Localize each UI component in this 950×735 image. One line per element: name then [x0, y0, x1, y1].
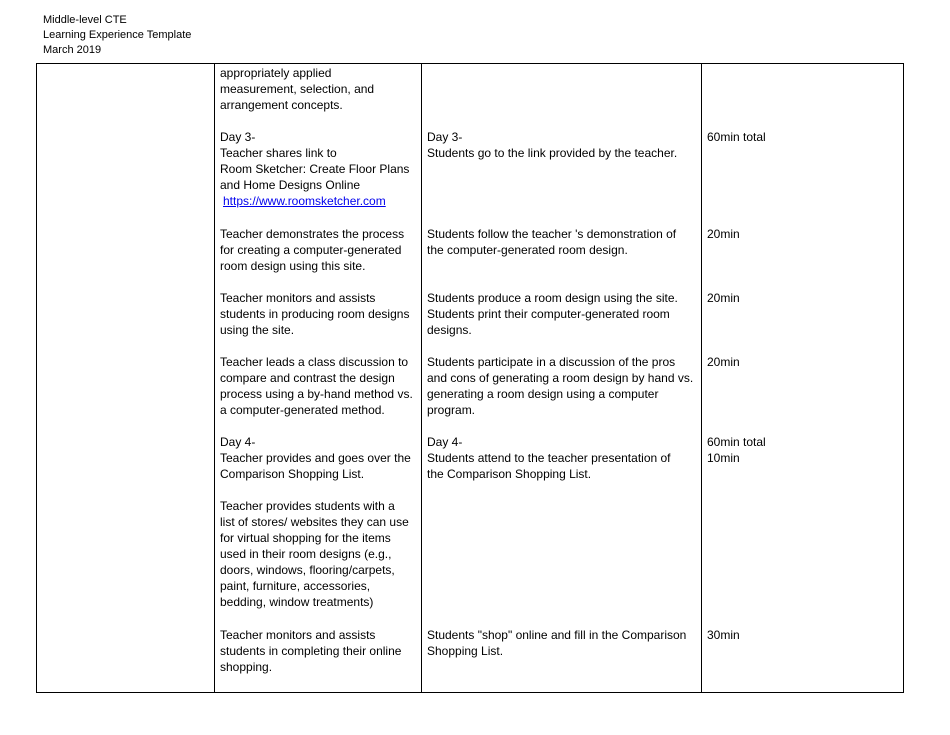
teacher-line: for creating a computer-generated [220, 243, 402, 257]
students-line: the computer-generated room design. [427, 243, 628, 257]
teacher-line: students in producing room designs [220, 307, 410, 321]
students-line: Students participate in a discussion of the pros [427, 355, 676, 369]
header-template-title: Learning Experience Template [43, 29, 192, 41]
teacher-line: students in completing their online [220, 644, 402, 658]
teacher-line: Teacher provides and goes over the [220, 451, 411, 465]
teacher-line: Comparison Shopping List. [220, 467, 365, 481]
teacher-line: process using a by-hand method vs. [220, 387, 413, 401]
students-line: Day 3- [427, 130, 463, 144]
teacher-cell [220, 354, 413, 418]
time-line: 30min [707, 628, 740, 642]
column-divider [214, 64, 215, 692]
teacher-line: Teacher leads a class discussion to [220, 355, 409, 369]
students-cell [427, 627, 686, 659]
teacher-cell [220, 434, 411, 482]
teacher-line: measurement, selection, and [220, 82, 375, 96]
teacher-line: used in their room designs (e.g., [220, 547, 392, 561]
time-cell [707, 627, 740, 643]
teacher-line: doors, windows, flooring/carpets, [220, 563, 395, 577]
teacher-line: list of stores/ websites they can use [220, 515, 409, 529]
teacher-line: appropriately applied [220, 66, 332, 80]
teacher-line: Day 4- [220, 435, 256, 449]
teacher-line: Teacher demonstrates the process [220, 227, 405, 241]
time-line: 20min [707, 355, 740, 369]
roomsketcher-link[interactable]: https://www.roomsketcher.com [223, 194, 386, 208]
teacher-cell [220, 129, 409, 209]
teacher-line: using the site. [220, 323, 295, 337]
teacher-line: Teacher shares link to [220, 146, 337, 160]
header-date: March 2019 [43, 44, 102, 56]
teacher-line: Room Sketcher: Create Floor Plans [220, 162, 410, 176]
students-line: Students produce a room design using the site. [427, 291, 678, 305]
teacher-cell [220, 627, 401, 675]
students-line: Day 4- [427, 435, 463, 449]
teacher-cell [220, 65, 374, 113]
students-line: Students print their computer-generated room [427, 307, 670, 321]
lesson-table [36, 63, 904, 693]
time-line: 20min [707, 227, 740, 241]
teacher-line: Teacher monitors and assists [220, 291, 376, 305]
students-cell [427, 434, 671, 482]
students-line: and cons of generating a room design by hand vs. [427, 371, 694, 385]
students-line: the Comparison Shopping List. [427, 467, 592, 481]
students-line: Students follow the teacher 's demonstration of [427, 227, 677, 241]
teacher-line: bedding, window treatments) [220, 595, 374, 609]
time-line: 60min total [707, 130, 766, 144]
teacher-line: shopping. [220, 660, 273, 674]
teacher-line: arrangement concepts. [220, 98, 343, 112]
time-line: 60min total [707, 435, 766, 449]
teacher-cell [220, 498, 409, 610]
time-cell [707, 129, 766, 145]
teacher-line: Teacher provides students with a [220, 499, 395, 513]
column-divider [421, 64, 422, 692]
teacher-cell [220, 290, 409, 338]
time-cell [707, 434, 766, 466]
teacher-cell [220, 226, 404, 274]
teacher-line: and Home Designs Online [220, 178, 361, 192]
teacher-line: for virtual shopping for the items [220, 531, 391, 545]
teacher-line: paint, furniture, accessories, [220, 579, 371, 593]
time-cell [707, 354, 740, 370]
students-cell [427, 226, 676, 258]
teacher-line: room design using this site. [220, 259, 366, 273]
teacher-line: Teacher monitors and assists [220, 628, 376, 642]
time-line: 10min [707, 451, 740, 465]
time-cell [707, 290, 740, 306]
students-line: designs. [427, 323, 472, 337]
students-cell [427, 129, 677, 161]
students-line: generating a room design using a computer [427, 387, 659, 401]
time-line: 20min [707, 291, 740, 305]
header-program: Middle-level CTE [43, 14, 127, 26]
teacher-line: compare and contrast the design [220, 371, 395, 385]
students-cell [427, 354, 693, 418]
students-line: program. [427, 403, 476, 417]
students-line: Students attend to the teacher presentation of [427, 451, 671, 465]
teacher-line: a computer-generated method. [220, 403, 385, 417]
students-line: Students go to the link provided by the teacher. [427, 146, 678, 160]
time-cell [707, 226, 740, 242]
teacher-line: Day 3- [220, 130, 256, 144]
students-line: Shopping List. [427, 644, 504, 658]
students-cell [427, 290, 678, 338]
students-line: Students "shop" online and fill in the Comparison [427, 628, 687, 642]
document-header [43, 13, 191, 58]
column-divider [701, 64, 702, 692]
